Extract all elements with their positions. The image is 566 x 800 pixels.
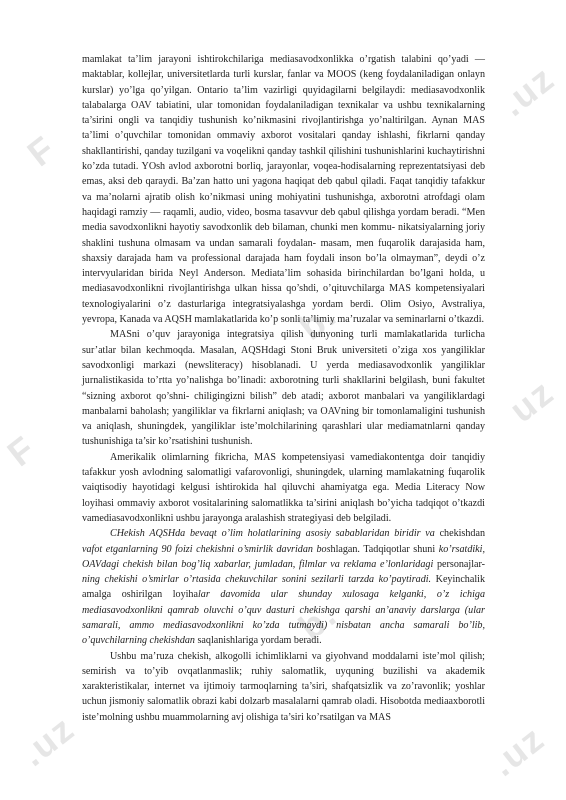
paragraph bbox=[82, 526, 485, 648]
paragraph: MASni o’quv jarayoniga integratsiya qilish dunyoning turli mamlakatlarida turlicha sur’atlar bilan kechmoqda. Masalan, AQSHdagi Stoni Bruk universiteti o’ziga xos yangiliklar savodxonligi markazi (newsliteracy) hisoblanadi. U yerda mediasavodxonlik yangiliklar jurnalistikasida to’rtta yo’nalishga bo’linadi: axborotning turli shakllarini belgilash, buni fakultet “sizning axborot qo’shni- chiligingizni bilish” deb atadi; axborot manbalari va yangiliklardagi manbalarni baholash; yangiliklar va fikrlarni aniqlash; va OAVning bir tomonlamaligini tushunish va aniqlash, shuningdek, yangiliklar iste’molchilarining qarashlari ular mediamatnlarni qanday tushunishiga ta’sir ko’rsatishini tushunish. bbox=[82, 329, 485, 448]
italic-text: lar davomida ular shunday xulosaga kelganki, o’z ichiga mediasavodxonlikni qamrab oluvchi o’quv dasturi chekishga qarshi an’anaviy darslarga (ular samarali, ammo mediasavodxonlikni ko’zda tutmaydi) nisbatan ancha samarali bo’lib, o’quvchilarning chekishdan bbox=[82, 589, 485, 647]
paragraph: Amerikalik olimlarning fikricha, MAS kompetensiyasi vamediakontentga doir tanqidiy tafakkur yosh avlodning salomatligi vafarovonligi, shuningdek, ularning mamlakatning fuqarolik vaiqtisodiy hayotidagi kelgusi ishtirokida hal qiluvchi ahamiyatga ega. Media Literacy Now loyihasi ommaviy axborot vositalarining salomatlikka ta’sirini aniqlash bo’yicha tadqiqot o’tkazdi vamediasavodxonlikni ushbu jarayonga aralashish strategiyasi deb belgiladi. bbox=[82, 451, 485, 524]
watermark: .uz bbox=[13, 707, 83, 774]
paragraph: Ushbu ma’ruza chekish, alkogolli ichimliklarni va giyohvand moddalarni iste’mol qilish; semirish va to’yib ovqatlanmaslik; ruhiy salomatlik, uyquning buzilishi va akademik xarakteristikalar, internet va ijtimoiy tarmoqlarning ta’siri, shafqatsizlik va zo’ravonlik; yoshlar uchun jismoniy salomatlik obrazi kabi dolzarb masalalarni qamrab oladi. Hisobotda mediaaxborotli iste’molning ushbu muammolarning avj olishiga ta’siri ko’rsatilgan va MAS bbox=[82, 650, 485, 723]
watermark: uz bbox=[501, 370, 562, 431]
watermark: F bbox=[0, 427, 44, 475]
text-span: saqlanishlariga yordam beradi. bbox=[197, 635, 322, 647]
paragraph: mamlakat ta’lim jarayoni ishtirokchilariga mediasavodxonlikka o’rgatish talabini qo’yadi — maktablar, kollejlar, universitetlarda turli kurslar, fanlar va MOOS (keng foydalaniladigan onlayn kurslar) yo’lga qo’yilgan. Ontario ta’lim vazirligi quyidagilarni belgilaydi: mediasavodxonlik talabalarga OAV tabiatini, ular tomonidan foydalaniladigan texnikalar va ushbu texnikalarning ta’sirini ongli va tanqidiy tushunish ko’nikmasini rivojlantirishga yo’naltirilgan. Aynan MAS ta’limi o’quvchilar tomonidan ommaviy axborot vositalari qanday ishlashi, fikrlarni qanday shakllantirishi, qanday tuzilgani va voqelikni qanday tashkil qilishini tushunishlarini kuchaytirishni ko’zda tutadi. YOsh avlod axborotni borliq, jarayonlar, voqea-hodisalarning reprezentatsiyasi deb emas, aksi deb qaraydi. Ba’zan hatto uni yagona haqiqat deb qabul qiladi. Faqat tanqidiy tafakkur va ma’nolarni ajratib olish ko’nikmasi uning mohiyatini tushunishga, axborotni atrofdagi olam haqidagi ramziy — raqamli, audio, video, bosma tasavvur deb qabul qilishga yordam beradi. “Men media savodxonlikni hayotiy savodxonlik deb bilaman, chunki men kommu- nikatsiyalarning joriy shaklini tushuna olmasam va undan samarali foydalan- masam, men fuqarolik darajasida ham, shaxsiy darajada ham va professional darajada ham foydali inson bo’la olmayman”, deydi o’z intervyularidan birida Neyl Anderson. Mediata’lim sohasida birinchilardan bo’lgani holda, u mediasavodxonlikni rivojlantirishga ulkan hissa qo’shdi, o’qituvchilarga MAS kompetensiyalari texnologiyalarini o’z dasturlariga integratsiyalashga yordam berdi. Olim Osiyo, Avstraliya, yevropa, Kanada va AQSH mamlakatlarida ko’p sonli ta’limiy ma’ruzalar va seminarlarni o’tkazdi. bbox=[82, 54, 485, 326]
text-span: chekishdan bbox=[439, 528, 485, 540]
italic-text: CHekish AQSHda bevaqt o’lim holatlarining asosiy sabablaridan biridir va bbox=[110, 528, 440, 540]
italic-text: ning chekishi o’smirlar o’rtasida chekuvchilar sonini sezilarli tarzda ko’paytiradi. bbox=[82, 574, 432, 586]
watermark: b. bbox=[290, 293, 345, 348]
italic-text: ko’rsatdiki, OAVdagi chekish bilan bog’liq xabarlar, jumladan, filmlar va reklama e’lonlaridagi bbox=[82, 543, 485, 570]
document-body bbox=[82, 52, 485, 725]
italic-text: vafot etganlarning 90 foizi chekishni o’smirlik davridan bos bbox=[82, 543, 331, 555]
watermark: b. bbox=[290, 593, 345, 648]
text-span: hlagan. Tadqiqotlar shuni bbox=[330, 543, 439, 555]
text-span: personajlar- bbox=[437, 558, 485, 570]
watermark: F bbox=[19, 127, 64, 175]
text-span: Keyinchalik amalga oshirilgan loyiha bbox=[82, 574, 485, 601]
watermark: .uz bbox=[483, 717, 553, 784]
watermark: .uz bbox=[493, 57, 563, 124]
